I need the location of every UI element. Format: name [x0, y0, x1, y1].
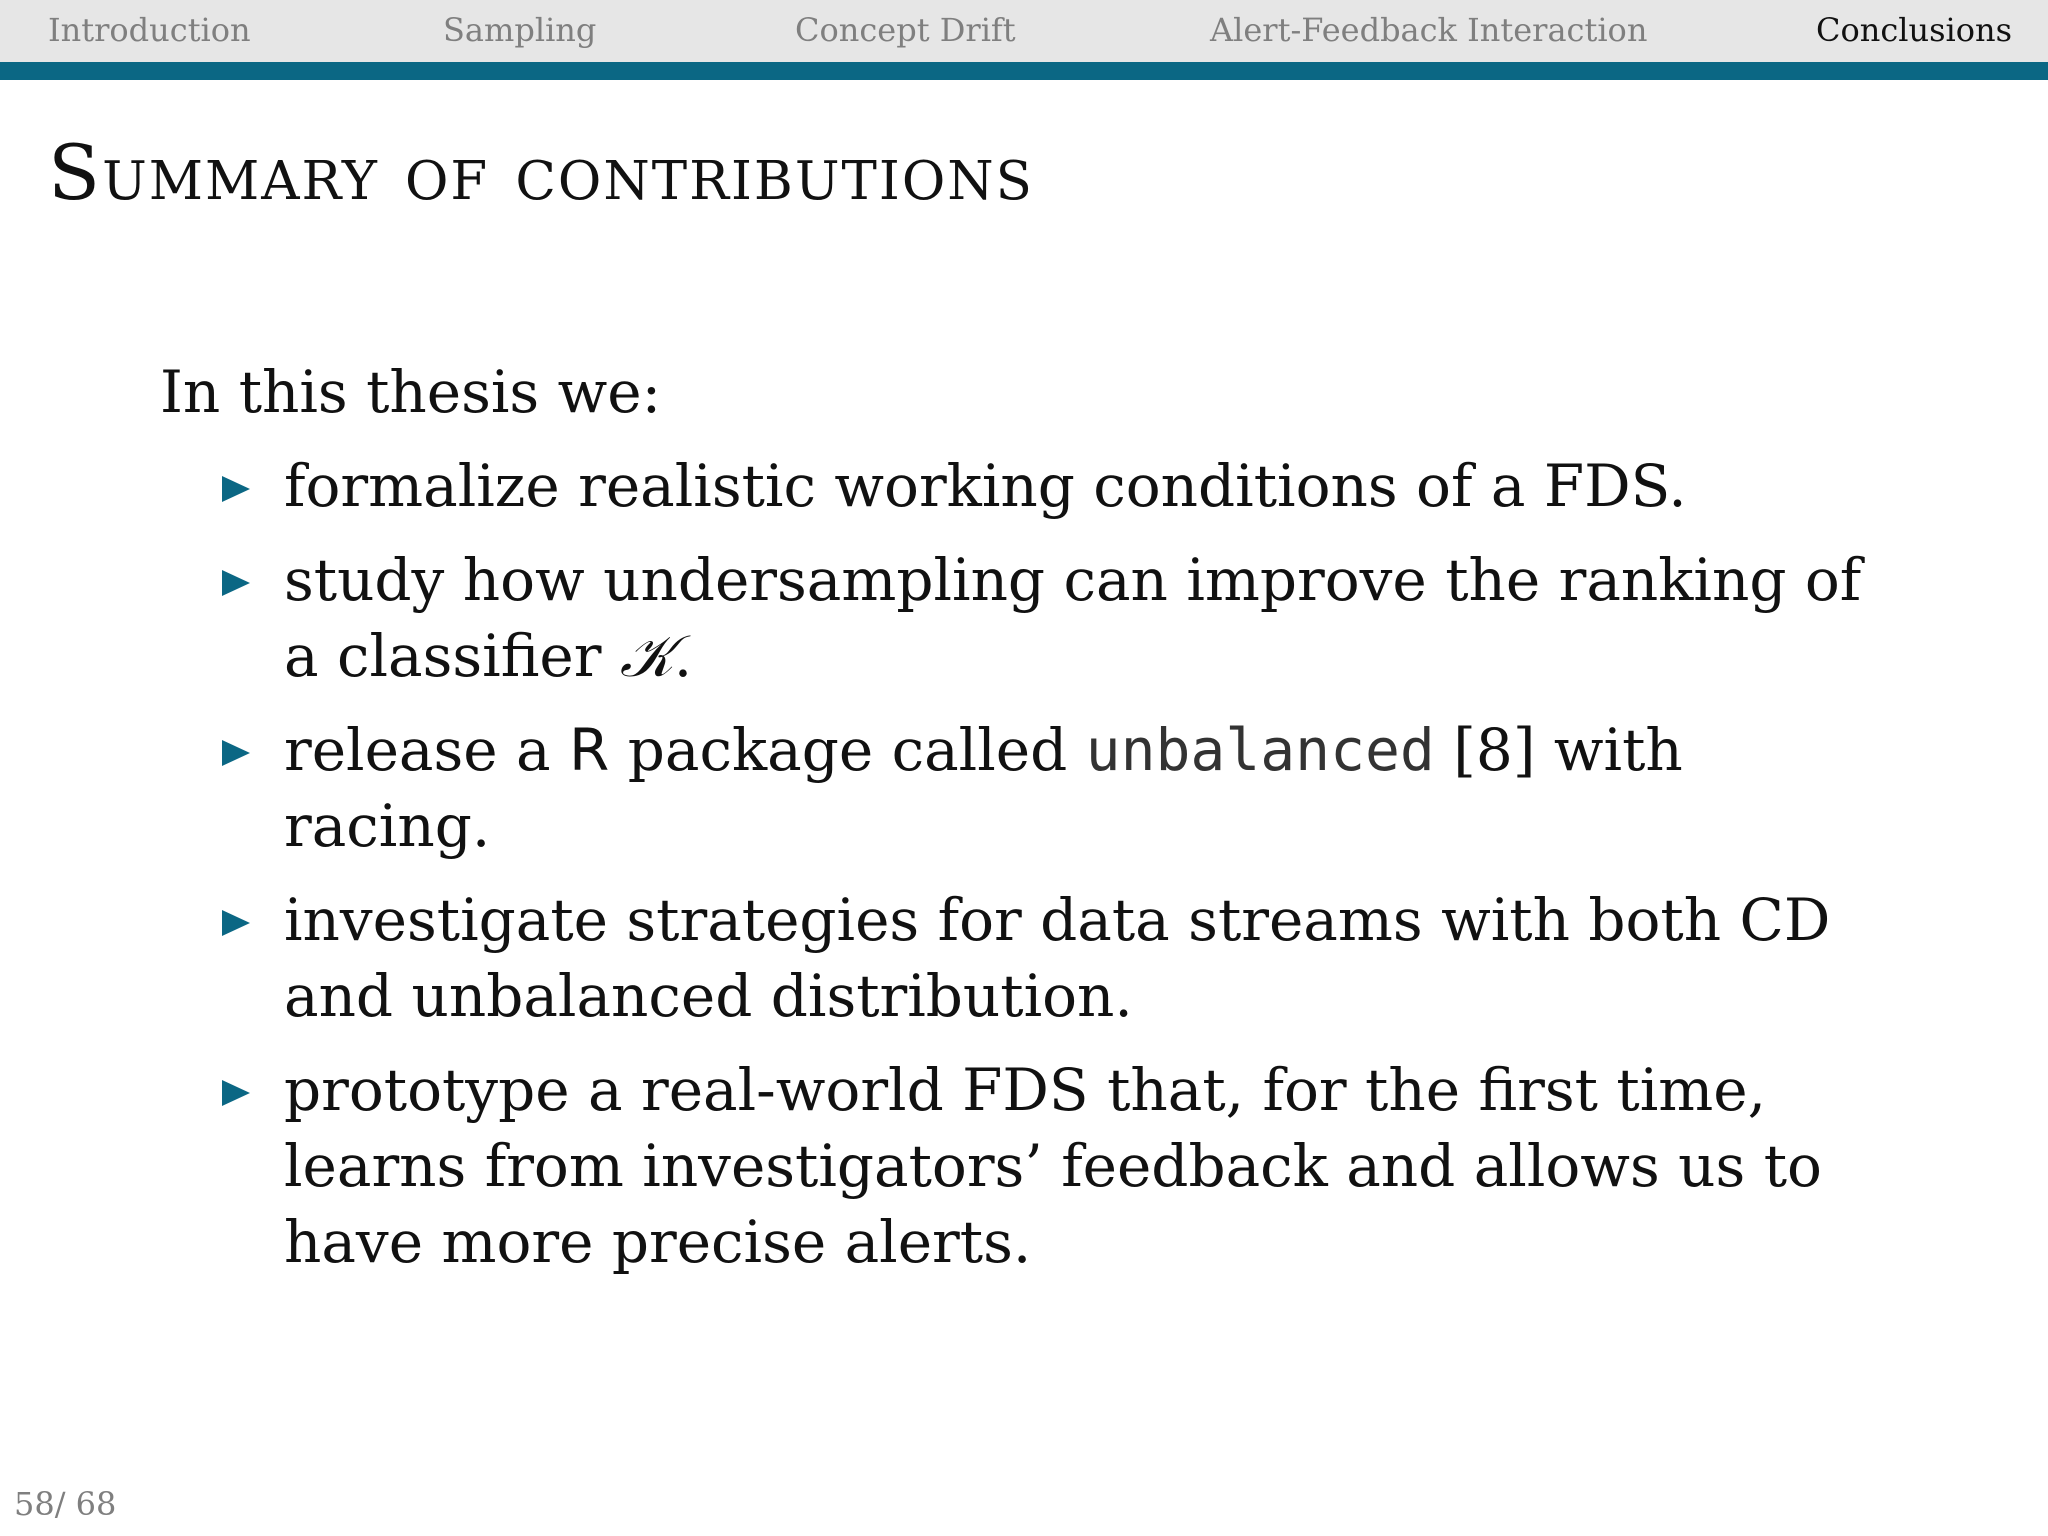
list-item — [222, 542, 1862, 694]
triangle-right-icon — [222, 448, 254, 524]
contributions-list — [222, 448, 1862, 1298]
bullet-text: formalize realistic working conditions of a FDS. — [284, 452, 1687, 520]
classifier-symbol: 𝒦 — [619, 622, 674, 690]
page-number: 58/ 68 — [14, 1485, 117, 1523]
bullet-text: prototype a real-world FDS that, for the first time, learns from investigators’ feedback and allows us to have more precise alerts. — [284, 1056, 1822, 1276]
header-accent-rule — [0, 62, 2048, 80]
list-item — [222, 882, 1862, 1034]
triangle-right-icon — [222, 712, 254, 788]
bullet-text: investigate strategies for data streams with both CD and unbalanced distribution. — [284, 886, 1831, 1030]
section-navigation-bar — [0, 0, 2048, 62]
bullet-text-middle: package called — [609, 716, 1086, 784]
nav-item-introduction[interactable]: Introduction — [48, 11, 251, 49]
nav-item-sampling[interactable]: Sampling — [443, 11, 597, 49]
list-item — [222, 1052, 1862, 1280]
r-language-name: R — [569, 716, 610, 784]
nav-item-alert-feedback-interaction[interactable]: Alert-Feedback Interaction — [1210, 11, 1648, 49]
triangle-right-icon — [222, 1052, 254, 1128]
intro-text: In this thesis we: — [160, 358, 662, 426]
package-name-code: unbalanced — [1085, 716, 1435, 784]
slide-title: Summary of contributions — [48, 128, 1034, 217]
bullet-text: release a — [284, 716, 570, 784]
bullet-text: study how undersampling can improve the ranking of a classifier — [284, 546, 1862, 690]
list-item — [222, 448, 1862, 524]
triangle-right-icon — [222, 882, 254, 958]
nav-item-concept-drift[interactable]: Concept Drift — [795, 11, 1016, 49]
list-item — [222, 712, 1862, 864]
nav-item-conclusions[interactable]: Conclusions — [1816, 11, 2013, 49]
triangle-right-icon — [222, 542, 254, 618]
bullet-text-end: . — [673, 622, 693, 690]
bullet-text-end: [8] with racing. — [284, 716, 1683, 860]
